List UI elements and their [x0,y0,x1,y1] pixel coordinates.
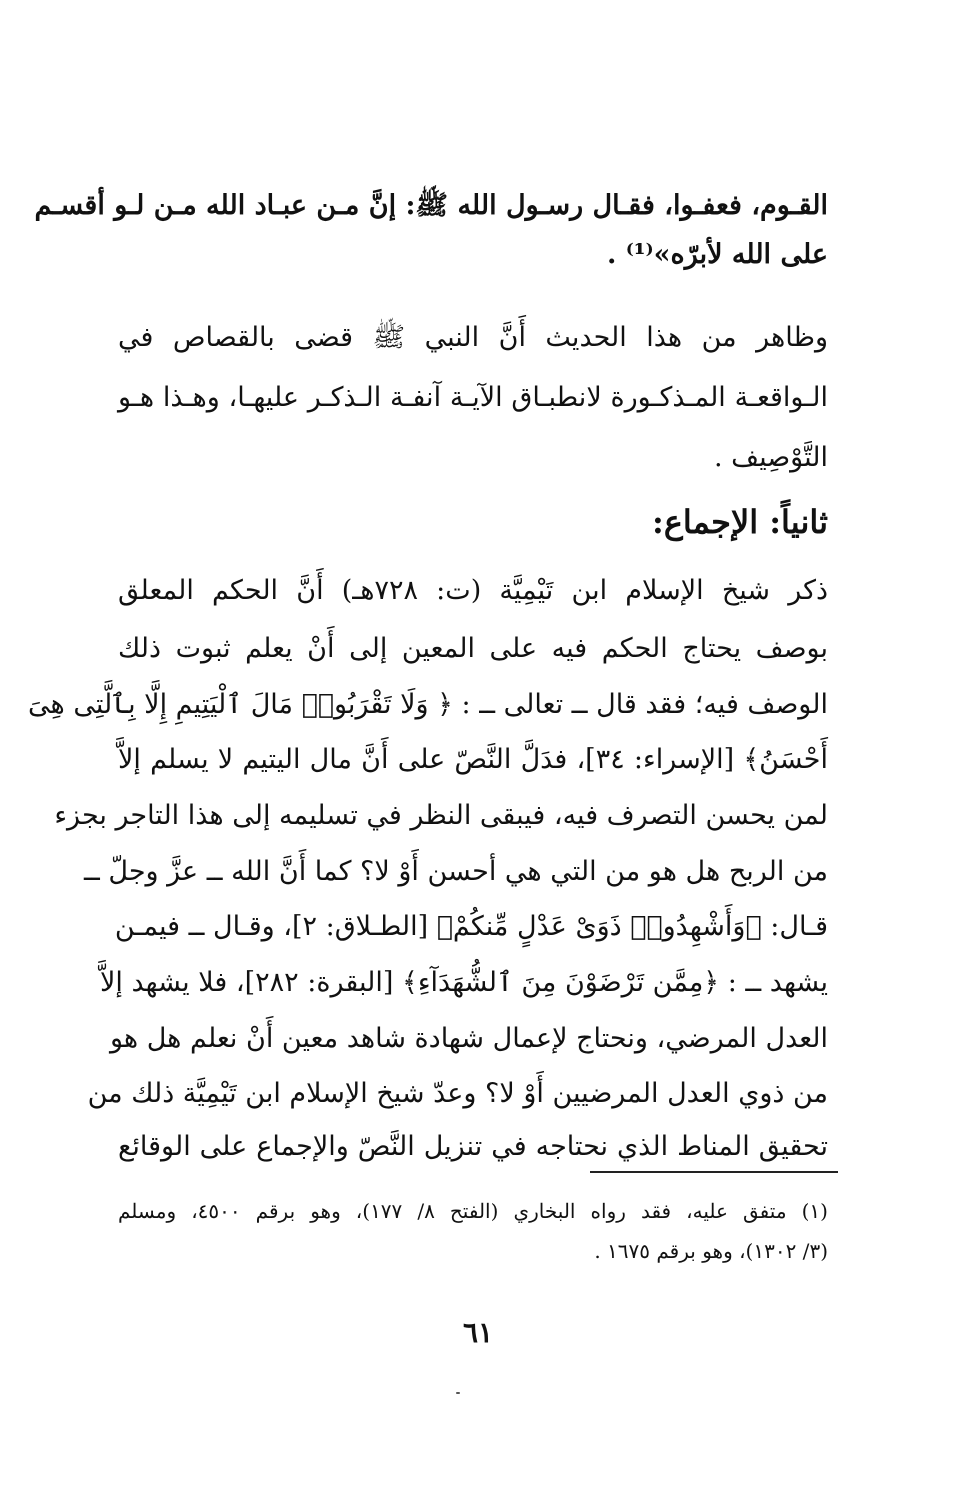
paragraph-2-line-5: لمن يحسن التصرف فيه، فيبقى النظر في تسليمه إلى هذا التاجر بجزء [54,800,828,831]
footnote-line-1: (١) متفق عليه، فقد رواه البخاري (الفتح ٨/ ١٧٧)، وهو برقم ٤٥٠٠، ومسلم [118,1199,828,1223]
paragraph-1-line-2: الـواقعـة المـذكـورة لانطبـاق الآيـة آنفـة الـذكـر عليهـا، وهـذا هـو [118,382,828,413]
paragraph-1-line-1: وظاهر من هذا الحديث أَنَّ النبي ﷺ قضى بالقصاص في [118,322,828,353]
section-heading: ثانياً: الإجماع: [652,503,828,541]
page-number: ٦١ [462,1316,494,1349]
continuation-line-1: القـوم، فعفـوا، فقـال رسـول الله ﷺ: إنَّ مـن عبـاد الله مـن لـو أقسـم [34,190,828,221]
paragraph-2-line-3: الوصف فيه؛ فقد قال ــ تعالى ــ : ﴿ وَلَا تَقْرَبُوا۟ مَالَ ٱلْيَتِيمِ إِلَّا بِٱلَّتِى هِىَ [28,689,828,720]
paragraph-2-line-7: قـال: ﴿وَأَشْهِدُوا۟ ذَوَىْ عَدْلٍ مِّنكُمْ﴾ [الطـلاق: ٢]، وقـال ــ فيمـن [114,911,828,942]
footnote-line-2: (٣/ ١٣٠٢)، وهو برقم ١٦٧٥ . [594,1239,828,1263]
paragraph-2-line-11: تحقيق المناط الذي نحتاجه في تنزيل النَّصّ والإجماع على الوقائع [118,1131,828,1162]
paragraph-2-line-8: يشهد ــ : ﴿مِمَّن تَرْضَوْنَ مِنَ ٱلشُّهَدَآءِ﴾ [البقرة: ٢٨٢]، فلا يشهد إلاَّ [99,967,828,998]
footnote-separator [590,1171,838,1173]
paragraph-2-line-4: أَحْسَنُ﴾ [الإسراء: ٣٤]، فدَلَّ النَّصّ على أَنَّ مال اليتيم لا يسلم إلاَّ [118,744,828,775]
continuation-line-2: على الله لأبرّه»⁽¹⁾ . [606,239,828,270]
paragraph-2-line-9: العدل المرضي، ونحتاج لإعمال شهادة شاهد معين أَنْ نعلم هل هو [109,1023,828,1054]
paragraph-2-line-1: ذكر شيخ الإسلام ابن تَيْمِيَّة (ت: ٧٢٨هـ) أَنَّ الحكم المعلق [118,575,828,606]
paragraph-2-line-6: من الربح هل هو من التي هي أحسن أَوْ لا؟ كما أَنَّ الله ــ عزَّ وجلّ ــ [83,856,828,887]
paragraph-1-line-3: التَّوْصِيف . [713,442,828,473]
paragraph-2-line-2: بوصف يحتاج الحكم فيه على المعين إلى أَنْ يعلم ثبوت ذلك [118,633,828,664]
scan-speck [456,1392,460,1394]
paragraph-2-line-10: من ذوي العدل المرضيين أَوْ لا؟ وعدّ شيخ الإسلام ابن تَيْمِيَّة ذلك من [87,1078,828,1109]
